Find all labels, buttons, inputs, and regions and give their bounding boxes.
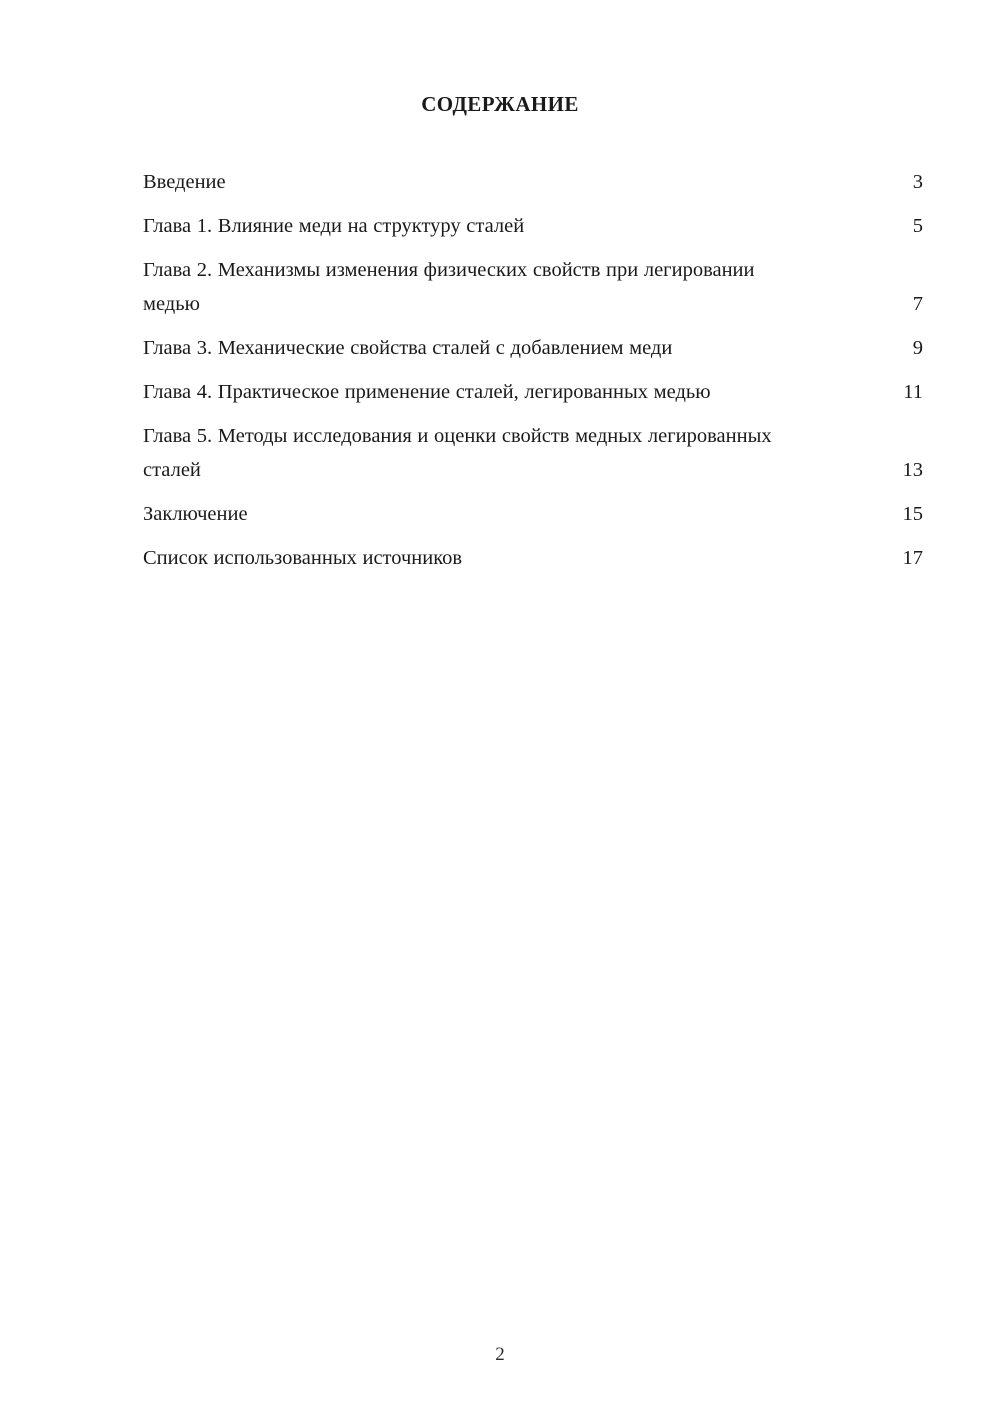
- table-of-contents: [143, 160, 923, 580]
- toc-entry[interactable]: [143, 326, 923, 370]
- page-number: 2: [495, 1344, 505, 1365]
- page-title: СОДЕРЖАНИЕ: [421, 92, 579, 116]
- toc-entry-page: 13: [902, 459, 923, 481]
- toc-entry[interactable]: [143, 248, 923, 326]
- toc-entry-page: 3: [912, 171, 923, 193]
- toc-entry-page: 7: [912, 293, 923, 315]
- toc-entry-page: 11: [903, 381, 923, 403]
- toc-entry-title: Глава 3. Механические свойства сталей с добавлением меди: [143, 337, 673, 359]
- toc-entry[interactable]: [143, 370, 923, 414]
- toc-entry-title: Глава 2. Механизмы изменения физических свойств при легировании медью: [143, 259, 755, 315]
- toc-entry-page: 5: [912, 215, 923, 237]
- toc-entry-page: 15: [902, 503, 923, 525]
- toc-entry-title: Список использованных источников: [143, 547, 463, 569]
- toc-entry-title: Глава 1. Влияние меди на структуру сталей: [143, 215, 525, 237]
- toc-entry-page: 9: [912, 337, 923, 359]
- toc-entry[interactable]: [143, 492, 923, 536]
- toc-entry-title: Глава 5. Методы исследования и оценки свойств медных легированных сталей: [143, 425, 772, 481]
- toc-entry-title: Глава 4. Практическое применение сталей, легированных медью: [143, 381, 711, 403]
- toc-entry-page: 17: [902, 547, 923, 569]
- toc-entry[interactable]: [143, 160, 923, 204]
- toc-entry[interactable]: [143, 414, 923, 492]
- toc-entry-title: Введение: [143, 171, 226, 193]
- toc-entry[interactable]: [143, 536, 923, 580]
- toc-entry[interactable]: [143, 204, 923, 248]
- toc-entry-title: Заключение: [143, 503, 248, 525]
